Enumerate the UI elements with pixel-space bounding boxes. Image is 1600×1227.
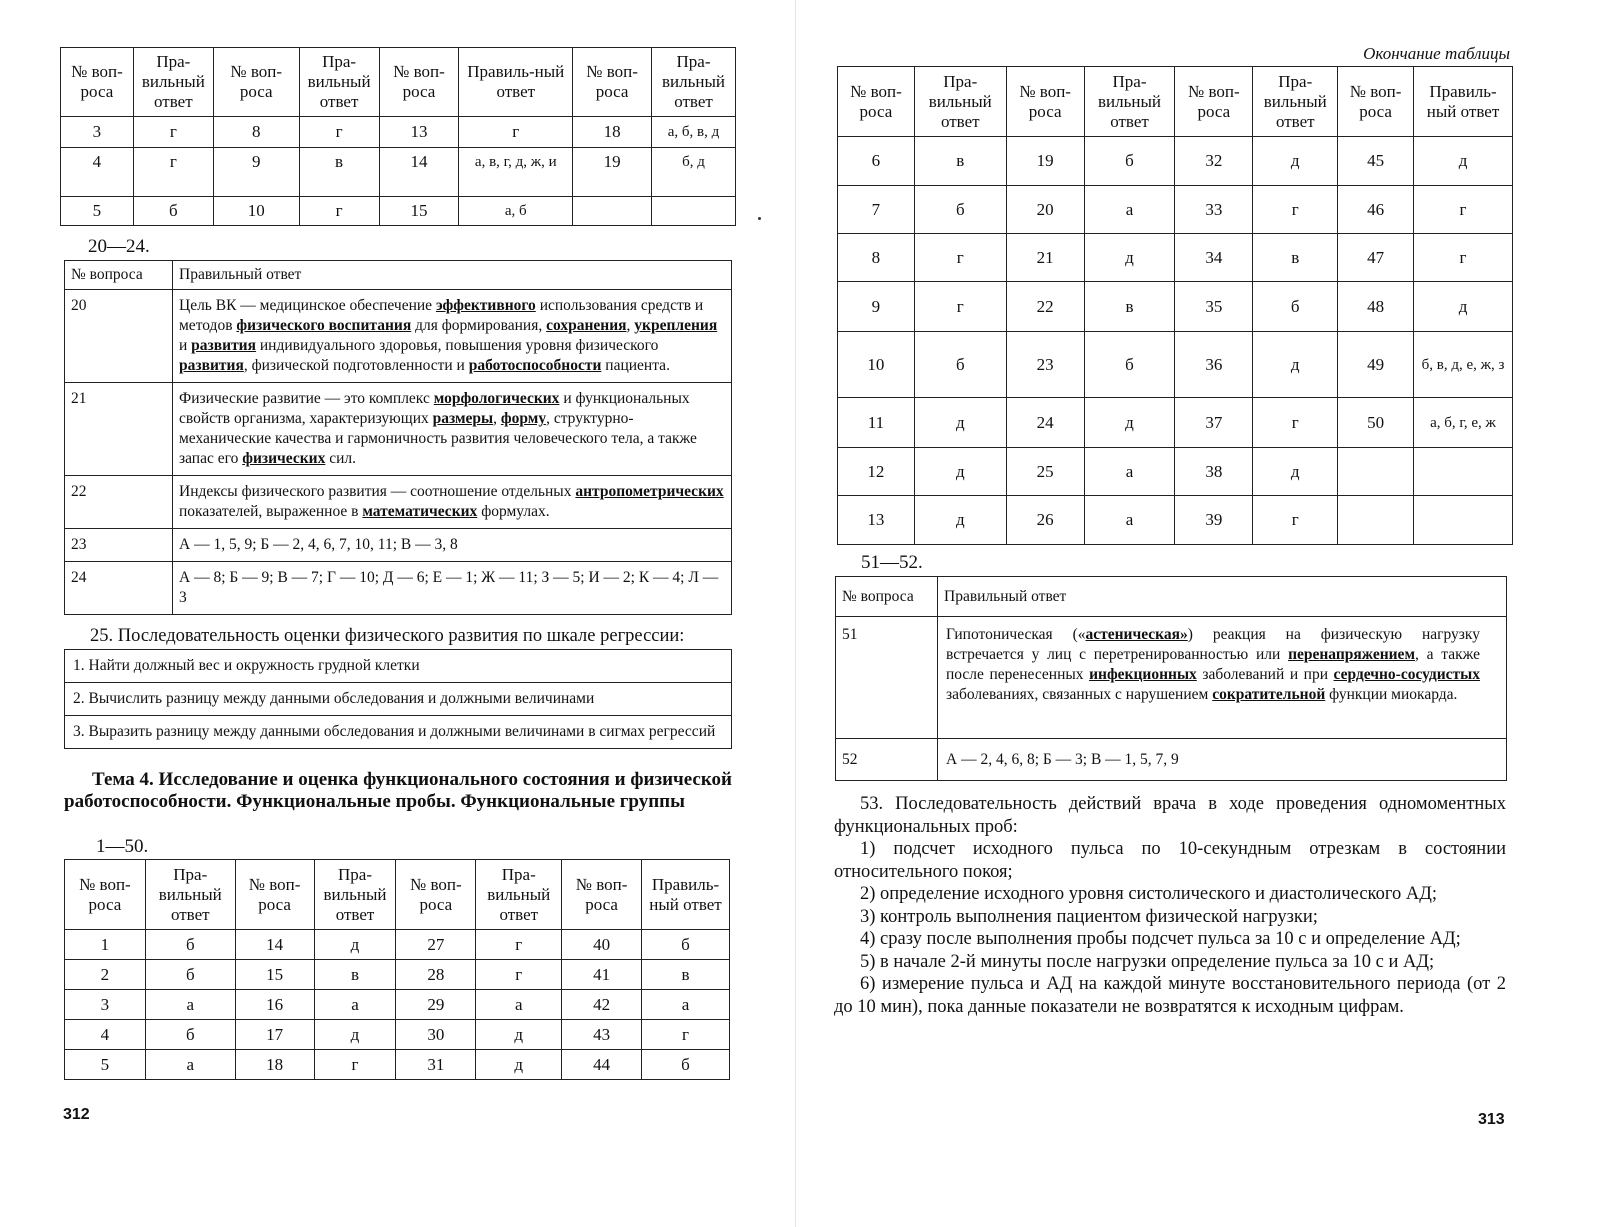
header-cell: № воп-роса xyxy=(61,48,134,117)
table-cell: 35 xyxy=(1175,282,1253,332)
left-page xyxy=(0,0,790,1227)
table-cell: 8 xyxy=(213,117,299,148)
table-cell: г xyxy=(133,148,213,197)
header-cell: Пра-вильный ответ xyxy=(145,860,235,930)
table-row xyxy=(838,282,1513,332)
table-cell: 11 xyxy=(838,398,915,448)
table-cell: г xyxy=(1253,398,1338,448)
question-number: 24 xyxy=(65,562,173,615)
table-cell: г xyxy=(1414,234,1513,282)
scan-speck xyxy=(758,217,761,220)
table-cell: 30 xyxy=(396,1020,476,1050)
table-cell: г xyxy=(642,1020,730,1050)
table-cell: 39 xyxy=(1175,496,1253,545)
table-cell: д xyxy=(1084,234,1175,282)
question-number: 21 xyxy=(65,383,173,476)
table-cell: 13 xyxy=(379,117,459,148)
table-cell: 47 xyxy=(1338,234,1414,282)
answer-text: Физические развитие — это комплекс морфологических и функциональных свойств организма, характеризующих размеры, форму, структурно-механические качества и гармоничность развития человеческого тела, а также запас его физических сил. xyxy=(173,383,732,476)
table-cell xyxy=(573,197,652,226)
table-cell: 27 xyxy=(396,930,476,960)
table-cell: б xyxy=(1084,332,1175,398)
table-cell: 4 xyxy=(65,1020,146,1050)
table-cell: д xyxy=(1414,282,1513,332)
header-cell: Правильный ответ xyxy=(173,261,732,290)
question-number: 20 xyxy=(65,290,173,383)
table-cell: в xyxy=(1084,282,1175,332)
table-cell: б xyxy=(1084,137,1175,186)
table-cell: б xyxy=(1253,282,1338,332)
header-cell: Правиль-ный ответ xyxy=(459,48,573,117)
page-number: 312 xyxy=(63,1106,90,1123)
table-cell: д xyxy=(914,496,1006,545)
table-cell: д xyxy=(1084,398,1175,448)
table-cell: д xyxy=(914,398,1006,448)
table-row xyxy=(838,398,1513,448)
header-cell: № воп-роса xyxy=(1175,67,1253,137)
question-number: 51 xyxy=(836,617,938,739)
table-cell: 8 xyxy=(838,234,915,282)
table-cell: д xyxy=(476,1020,562,1050)
table-cell: д xyxy=(1253,332,1338,398)
table-cell: 13 xyxy=(838,496,915,545)
table-cell: 10 xyxy=(838,332,915,398)
table-cell: г xyxy=(1253,496,1338,545)
table-row xyxy=(65,383,732,476)
table-cell: 31 xyxy=(396,1050,476,1080)
table-row xyxy=(65,990,730,1020)
sequence-step: 6) измерение пульса и АД на каждой минуте восстановительного периода (от 2 до 10 мин), пока данные показатели не возвратятся к исходным цифрам. xyxy=(834,974,1506,1017)
table-cell: б xyxy=(642,930,730,960)
table-cell xyxy=(1414,496,1513,545)
table-cell: 2 xyxy=(65,960,146,990)
table-cell: 19 xyxy=(1006,137,1084,186)
table-row xyxy=(838,234,1513,282)
sequence-step: 3. Выразить разницу между данными обследования и должными величинами в сигмах регрессий xyxy=(65,716,732,749)
answer-text: Индексы физического развития — соотношение отдельных антропометрических показателей, выраженное в математических формулах. xyxy=(173,476,732,529)
table-cell: 20 xyxy=(1006,186,1084,234)
table-cell: 41 xyxy=(562,960,642,990)
table-row xyxy=(65,930,730,960)
sequence-step: 3) контроль выполнения пациентом физической нагрузки; xyxy=(860,906,1318,927)
sequence-step: 2) определение исходного уровня систолического и диастолического АД; xyxy=(860,884,1437,904)
header-cell: № вопроса xyxy=(65,261,173,290)
table-row xyxy=(65,476,732,529)
right-page xyxy=(800,0,1600,1227)
table-header-row xyxy=(61,48,736,117)
paragraph-intro: 53. Последовательность действий врача в ходе проведения одномоментных функциональных проб: xyxy=(834,794,1506,837)
table-cell: г xyxy=(459,117,573,148)
table-header-row xyxy=(65,860,730,930)
table-cell: 18 xyxy=(235,1050,314,1080)
table-cell: г xyxy=(476,930,562,960)
section-label-51-52: 51—52. xyxy=(861,552,923,573)
table-cell: 22 xyxy=(1006,282,1084,332)
table-cell: б xyxy=(642,1050,730,1080)
answers-table-top xyxy=(60,47,736,226)
table-cell: а xyxy=(145,990,235,1020)
header-cell: № воп-роса xyxy=(213,48,299,117)
section-label-25: 25. Последовательность оценки физического развития по шкале регрессии: xyxy=(90,626,685,646)
table-cell: б, д xyxy=(652,148,736,197)
table-cell: в xyxy=(299,148,379,197)
header-cell: № воп-роса xyxy=(235,860,314,930)
table-cell: б xyxy=(145,960,235,990)
table-row xyxy=(838,496,1513,545)
table-cell: б, в, д, е, ж, з xyxy=(1414,332,1513,398)
table-cell: г xyxy=(299,117,379,148)
header-cell: Пра-вильный ответ xyxy=(1253,67,1338,137)
table-cell: 19 xyxy=(573,148,652,197)
table-cell: 14 xyxy=(235,930,314,960)
table-cell: б xyxy=(145,1020,235,1050)
table-cell xyxy=(1338,448,1414,496)
table-cell: а xyxy=(642,990,730,1020)
table-row xyxy=(65,716,732,749)
sequence-step: 1. Найти должный вес и окружность грудной клетки xyxy=(65,650,732,683)
header-cell: Пра-вильный ответ xyxy=(133,48,213,117)
sequence-step: 1) подсчет исходного пульса по 10-секундным отрезкам в состоянии относительного покоя; xyxy=(834,839,1506,882)
table-row xyxy=(836,617,1507,739)
question-number: 52 xyxy=(836,739,938,781)
table-cell: д xyxy=(314,930,396,960)
header-cell: Правильный ответ xyxy=(938,577,1507,617)
table-cell: д xyxy=(314,1020,396,1050)
table-cell: 15 xyxy=(235,960,314,990)
answer-text: Гипотоническая («астеническая») реакция на физическую нагрузку встречается у лиц с перетренированностью или перенапряжением, а также после перенесенных инфекционных заболеваний и при сердечно-сосудистых заболеваниях, связанных с нарушением сократительной функции миокарда. xyxy=(938,617,1507,739)
table-cell: 10 xyxy=(213,197,299,226)
table-row xyxy=(61,148,736,197)
header-cell: Пра-вильный ответ xyxy=(314,860,396,930)
table-row xyxy=(61,197,736,226)
table-cell: 9 xyxy=(838,282,915,332)
section-label-20-24: 20—24. xyxy=(88,236,150,257)
table-cell: 34 xyxy=(1175,234,1253,282)
table-cell: 4 xyxy=(61,148,134,197)
table-cell: 36 xyxy=(1175,332,1253,398)
header-cell: Пра-вильный ответ xyxy=(476,860,562,930)
table-row xyxy=(65,960,730,990)
table-cell: 37 xyxy=(1175,398,1253,448)
table-cell: 29 xyxy=(396,990,476,1020)
header-cell: № воп-роса xyxy=(1006,67,1084,137)
sequence-step: 4) сразу после выполнения пробы подсчет пульса за 10 с и определение АД; xyxy=(860,929,1461,949)
table-cell xyxy=(1338,496,1414,545)
question-number: 23 xyxy=(65,529,173,562)
table-cell: 40 xyxy=(562,930,642,960)
table-cell xyxy=(1414,448,1513,496)
table-row xyxy=(65,1050,730,1080)
table-cell: 24 xyxy=(1006,398,1084,448)
answer-text: Цель ВК — медицинское обеспечение эффективного использования средств и методов физического воспитания для формирования, сохранения, укрепления и развития индивидуального здоровья, повышения уровня физического развития, физической подготовленности и работоспособности пациента. xyxy=(173,290,732,383)
sequence-step: 2. Вычислить разницу между данными обследования и должными величинами xyxy=(65,683,732,716)
table-cell: г xyxy=(914,282,1006,332)
table-row xyxy=(836,739,1507,781)
table-cell: 44 xyxy=(562,1050,642,1080)
table-row xyxy=(65,1020,730,1050)
table-cell: б xyxy=(914,186,1006,234)
table-cell: г xyxy=(1253,186,1338,234)
table-cell: б xyxy=(133,197,213,226)
table-cell: 3 xyxy=(61,117,134,148)
table-cell: д xyxy=(1253,137,1338,186)
table-cell: в xyxy=(914,137,1006,186)
table-row xyxy=(838,186,1513,234)
table-cell: а, б xyxy=(459,197,573,226)
table-cell: г xyxy=(299,197,379,226)
table-cell: 28 xyxy=(396,960,476,990)
answers-table-continued xyxy=(837,66,1513,545)
table-cell: д xyxy=(476,1050,562,1080)
answer-text: А — 2, 4, 6, 8; Б — 3; В — 1, 5, 7, 9 xyxy=(938,739,1507,781)
table-cell: 3 xyxy=(65,990,146,1020)
table-cell: 7 xyxy=(838,186,915,234)
table-cell: д xyxy=(1414,137,1513,186)
table-cell: 6 xyxy=(838,137,915,186)
table-cell: 38 xyxy=(1175,448,1253,496)
header-cell: № воп-роса xyxy=(573,48,652,117)
table-cell: 32 xyxy=(1175,137,1253,186)
table-cell: г xyxy=(314,1050,396,1080)
table-cell: а xyxy=(476,990,562,1020)
table-cell: в xyxy=(314,960,396,990)
table-cell: 46 xyxy=(1338,186,1414,234)
table-cell: 1 xyxy=(65,930,146,960)
table-row xyxy=(65,529,732,562)
table-cell: а xyxy=(314,990,396,1020)
header-cell: Пра-вильный ответ xyxy=(1084,67,1175,137)
header-cell: № воп-роса xyxy=(396,860,476,930)
table-cell: 17 xyxy=(235,1020,314,1050)
table-cell: 50 xyxy=(1338,398,1414,448)
table-cell: 5 xyxy=(65,1050,146,1080)
page-gutter xyxy=(795,0,796,1227)
header-cell: № воп-роса xyxy=(838,67,915,137)
topic-heading: Тема 4. Исследование и оценка функционального состояния и физической работоспособности. Функциональные пробы. Функциональные группы xyxy=(64,769,732,812)
table-cell: 15 xyxy=(379,197,459,226)
section-label-1-50: 1—50. xyxy=(96,836,149,857)
table-header-row xyxy=(836,577,1507,617)
header-cell: № воп-роса xyxy=(1338,67,1414,137)
answer-text: А — 1, 5, 9; Б — 2, 4, 6, 7, 10, 11; В — 3, 8 xyxy=(173,529,732,562)
table-cell: 42 xyxy=(562,990,642,1020)
table-cell: 25 xyxy=(1006,448,1084,496)
table-cell: 26 xyxy=(1006,496,1084,545)
table-cell: а xyxy=(1084,496,1175,545)
table-cell: 16 xyxy=(235,990,314,1020)
table-cell: 49 xyxy=(1338,332,1414,398)
table-cell: г xyxy=(1414,186,1513,234)
answer-text: А — 8; Б — 9; В — 7; Г — 10; Д — 6; Е — 1; Ж — 11; З — 5; И — 2; К — 4; Л — 3 xyxy=(173,562,732,615)
table-cell: а xyxy=(145,1050,235,1080)
header-cell: № воп-роса xyxy=(562,860,642,930)
table-cell: 21 xyxy=(1006,234,1084,282)
table-cell: 12 xyxy=(838,448,915,496)
table-cell: г xyxy=(914,234,1006,282)
table-cell: б xyxy=(914,332,1006,398)
table-cell: 48 xyxy=(1338,282,1414,332)
table-cell: 43 xyxy=(562,1020,642,1050)
answers-table-1-50 xyxy=(64,859,730,1080)
page-number: 313 xyxy=(1478,1111,1505,1128)
sequence-53 xyxy=(834,793,1506,1018)
table-cell: 14 xyxy=(379,148,459,197)
answers-table-51-52 xyxy=(835,576,1507,781)
table-cell: 23 xyxy=(1006,332,1084,398)
header-cell: Правиль-ный ответ xyxy=(642,860,730,930)
table-cell: а, б, в, д xyxy=(652,117,736,148)
table-cell: а, б, г, е, ж xyxy=(1414,398,1513,448)
header-cell: № воп-роса xyxy=(379,48,459,117)
header-cell: Пра-вильный ответ xyxy=(299,48,379,117)
sequence-table-25 xyxy=(64,649,732,749)
table-continuation-caption: Окончание таблицы xyxy=(1363,44,1510,63)
table-header-row xyxy=(838,67,1513,137)
table-cell xyxy=(652,197,736,226)
header-cell: № воп-роса xyxy=(65,860,146,930)
header-cell: Правиль-ный ответ xyxy=(1414,67,1513,137)
sequence-step: 5) в начале 2-й минуты после нагрузки определение пульса за 10 с и АД; xyxy=(860,951,1435,972)
table-cell: д xyxy=(914,448,1006,496)
table-cell: а xyxy=(1084,186,1175,234)
table-row xyxy=(65,562,732,615)
table-cell: а xyxy=(1084,448,1175,496)
table-cell: 9 xyxy=(213,148,299,197)
header-cell: Пра-вильный ответ xyxy=(652,48,736,117)
table-row xyxy=(838,448,1513,496)
table-row xyxy=(65,290,732,383)
answers-table-20-24 xyxy=(64,260,732,615)
table-cell: в xyxy=(1253,234,1338,282)
table-row xyxy=(838,332,1513,398)
table-cell: в xyxy=(642,960,730,990)
table-row xyxy=(65,650,732,683)
header-cell: № вопроса xyxy=(836,577,938,617)
table-cell: г xyxy=(476,960,562,990)
table-cell: а, в, г, д, ж, и xyxy=(459,148,573,197)
table-cell: 33 xyxy=(1175,186,1253,234)
table-cell: б xyxy=(145,930,235,960)
header-cell: Пра-вильный ответ xyxy=(914,67,1006,137)
table-cell: 18 xyxy=(573,117,652,148)
table-row xyxy=(65,683,732,716)
table-header-row xyxy=(65,261,732,290)
table-row xyxy=(838,137,1513,186)
table-cell: д xyxy=(1253,448,1338,496)
question-number: 22 xyxy=(65,476,173,529)
table-cell: 45 xyxy=(1338,137,1414,186)
table-cell: 5 xyxy=(61,197,134,226)
table-cell: г xyxy=(133,117,213,148)
table-row xyxy=(61,117,736,148)
